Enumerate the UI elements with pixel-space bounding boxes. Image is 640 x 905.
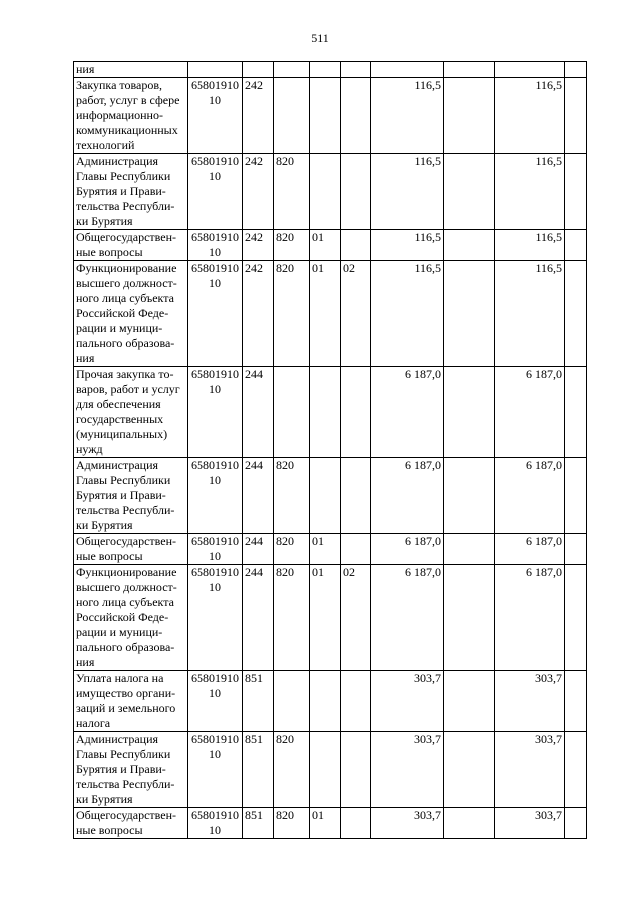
- cell-target-code: 65801910 10: [188, 367, 243, 458]
- table-row: [74, 367, 587, 458]
- cell-section: [310, 458, 341, 534]
- cell-target-code: 65801910 10: [188, 534, 243, 565]
- cell-subsection: [341, 808, 371, 839]
- cell-expense-type: 244: [243, 565, 274, 671]
- cell-amount-2: [444, 261, 495, 367]
- cell-expense-type: 851: [243, 671, 274, 732]
- cell-name: Общегосударствен-ные вопросы: [74, 230, 188, 261]
- cell-subsection: [341, 671, 371, 732]
- cell-empty: [565, 261, 587, 367]
- cell-department: 820: [274, 565, 310, 671]
- cell-department: [274, 671, 310, 732]
- table-row: [74, 565, 587, 671]
- cell-amount-2: [444, 534, 495, 565]
- cell-department: 820: [274, 458, 310, 534]
- cell-name: Общегосударствен-ные вопросы: [74, 808, 188, 839]
- cell-section: [310, 78, 341, 154]
- cell-section: 01: [310, 534, 341, 565]
- cell-expense-type: 244: [243, 458, 274, 534]
- cell-target-code: 65801910 10: [188, 154, 243, 230]
- table-body: [74, 62, 587, 839]
- cell-expense-type: [243, 62, 274, 78]
- cell-empty: [565, 78, 587, 154]
- cell-amount-2: [444, 367, 495, 458]
- cell-name: Закупка товаров, работ, услуг в сфере информационно-коммуникационных технологий: [74, 78, 188, 154]
- cell-amount-2: [444, 671, 495, 732]
- cell-target-code: 65801910 10: [188, 565, 243, 671]
- cell-target-code: 65801910 10: [188, 230, 243, 261]
- cell-department: 820: [274, 154, 310, 230]
- cell-target-code: [188, 62, 243, 78]
- cell-section: 01: [310, 808, 341, 839]
- cell-empty: [565, 62, 587, 78]
- cell-amount: 303,7: [371, 808, 444, 839]
- cell-amount-total: 303,7: [495, 808, 565, 839]
- cell-name: Администрация Главы Республики Бурятия и Прави-тельства Республи-ки Бурятия: [74, 458, 188, 534]
- cell-empty: [565, 534, 587, 565]
- cell-name: Функционирование высшего должност-ного лица субъекта Российской Феде-рации и муници-пального образова-ния: [74, 565, 188, 671]
- cell-amount-total: [495, 62, 565, 78]
- cell-amount: [371, 62, 444, 78]
- cell-section: 01: [310, 261, 341, 367]
- cell-expense-type: 242: [243, 261, 274, 367]
- table-row: [74, 154, 587, 230]
- page-number: 511: [311, 31, 329, 45]
- cell-amount-total: 6 187,0: [495, 565, 565, 671]
- cell-target-code: 65801910 10: [188, 78, 243, 154]
- cell-target-code: 65801910 10: [188, 261, 243, 367]
- cell-expense-type: 851: [243, 808, 274, 839]
- cell-department: 820: [274, 261, 310, 367]
- cell-empty: [565, 732, 587, 808]
- cell-amount: 116,5: [371, 154, 444, 230]
- cell-amount: 6 187,0: [371, 565, 444, 671]
- cell-amount-total: 6 187,0: [495, 534, 565, 565]
- cell-amount-total: 303,7: [495, 671, 565, 732]
- table-row: [74, 534, 587, 565]
- cell-section: [310, 732, 341, 808]
- cell-name: Администрация Главы Республики Бурятия и Прави-тельства Республи-ки Бурятия: [74, 154, 188, 230]
- cell-subsection: [341, 458, 371, 534]
- cell-empty: [565, 154, 587, 230]
- cell-department: 820: [274, 808, 310, 839]
- cell-amount-2: [444, 62, 495, 78]
- cell-name: Администрация Главы Республики Бурятия и Прави-тельства Республи-ки Бурятия: [74, 732, 188, 808]
- cell-subsection: 02: [341, 565, 371, 671]
- cell-amount-2: [444, 458, 495, 534]
- cell-amount: 303,7: [371, 732, 444, 808]
- cell-department: 820: [274, 534, 310, 565]
- cell-amount-2: [444, 78, 495, 154]
- cell-amount: 6 187,0: [371, 458, 444, 534]
- cell-target-code: 65801910 10: [188, 732, 243, 808]
- cell-amount-2: [444, 565, 495, 671]
- cell-section: [310, 62, 341, 78]
- cell-section: [310, 367, 341, 458]
- cell-expense-type: 851: [243, 732, 274, 808]
- cell-department: 820: [274, 230, 310, 261]
- cell-subsection: [341, 230, 371, 261]
- table-row: [74, 78, 587, 154]
- cell-subsection: [341, 78, 371, 154]
- cell-amount-total: 303,7: [495, 732, 565, 808]
- cell-amount-total: 116,5: [495, 154, 565, 230]
- table-row: [74, 458, 587, 534]
- cell-amount-total: 116,5: [495, 230, 565, 261]
- cell-amount: 116,5: [371, 230, 444, 261]
- cell-department: [274, 78, 310, 154]
- cell-subsection: 02: [341, 261, 371, 367]
- cell-amount: 116,5: [371, 261, 444, 367]
- cell-name: Прочая закупка то-варов, работ и услуг для обеспечения государственных (муниципальных) нужд: [74, 367, 188, 458]
- cell-department: [274, 62, 310, 78]
- cell-subsection: [341, 367, 371, 458]
- cell-amount-total: 116,5: [495, 78, 565, 154]
- cell-section: [310, 671, 341, 732]
- cell-expense-type: 242: [243, 78, 274, 154]
- cell-amount-total: 6 187,0: [495, 458, 565, 534]
- cell-amount: 303,7: [371, 671, 444, 732]
- cell-subsection: [341, 154, 371, 230]
- cell-empty: [565, 458, 587, 534]
- cell-amount: 116,5: [371, 78, 444, 154]
- cell-target-code: 65801910 10: [188, 671, 243, 732]
- table-row: [74, 732, 587, 808]
- cell-amount: 6 187,0: [371, 367, 444, 458]
- cell-name: ния: [74, 62, 188, 78]
- cell-expense-type: 242: [243, 154, 274, 230]
- cell-amount-2: [444, 808, 495, 839]
- cell-expense-type: 244: [243, 367, 274, 458]
- table-row: [74, 230, 587, 261]
- cell-name: Функционирование высшего должност-ного лица субъекта Российской Феде-рации и муници-пального образова-ния: [74, 261, 188, 367]
- cell-empty: [565, 671, 587, 732]
- cell-subsection: [341, 732, 371, 808]
- cell-subsection: [341, 62, 371, 78]
- cell-section: 01: [310, 230, 341, 261]
- cell-amount-2: [444, 732, 495, 808]
- cell-name: Уплата налога на имущество органи-заций и земельного налога: [74, 671, 188, 732]
- cell-target-code: 65801910 10: [188, 458, 243, 534]
- cell-amount-2: [444, 154, 495, 230]
- cell-empty: [565, 808, 587, 839]
- table-row: [74, 671, 587, 732]
- cell-empty: [565, 367, 587, 458]
- cell-expense-type: 242: [243, 230, 274, 261]
- cell-empty: [565, 565, 587, 671]
- cell-amount-total: 116,5: [495, 261, 565, 367]
- cell-amount-total: 6 187,0: [495, 367, 565, 458]
- cell-department: 820: [274, 732, 310, 808]
- cell-empty: [565, 230, 587, 261]
- table-row: [74, 261, 587, 367]
- table-row: [74, 62, 587, 78]
- cell-department: [274, 367, 310, 458]
- budget-table: [73, 61, 587, 839]
- table-row: [74, 808, 587, 839]
- cell-amount: 6 187,0: [371, 534, 444, 565]
- cell-amount-2: [444, 230, 495, 261]
- cell-expense-type: 244: [243, 534, 274, 565]
- cell-target-code: 65801910 10: [188, 808, 243, 839]
- cell-section: 01: [310, 565, 341, 671]
- cell-name: Общегосударствен-ные вопросы: [74, 534, 188, 565]
- cell-section: [310, 154, 341, 230]
- cell-subsection: [341, 534, 371, 565]
